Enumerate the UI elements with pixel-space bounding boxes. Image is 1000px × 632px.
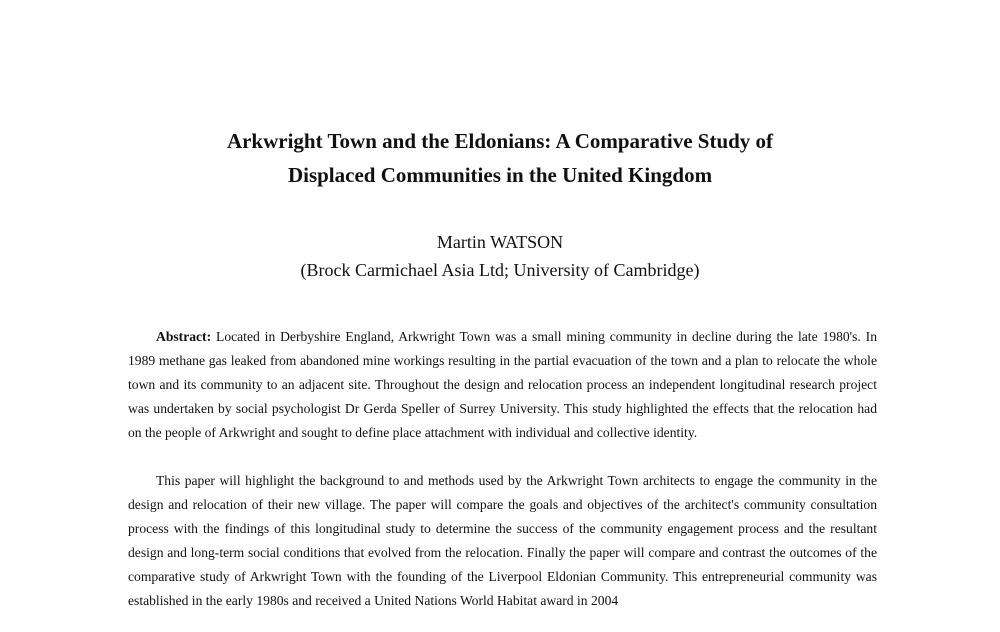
abstract-label: Abstract: <box>156 329 212 344</box>
paper-title-line-2: Displaced Communities in the United Kingdom <box>287 163 713 187</box>
abstract-text: Located in Derbyshire England, Arkwright Town was a small mining community in decline during the late 1980's. In 1989 methane gas leaked from abandoned mine workings resulting in the partial evacuation of the town and a plan to relocate the whole town and its community to an adjacent site. Throughout the design and relocation process an independent longitudinal research project was undertaken by social psychologist Dr Gerda Speller of Surrey University. This study highlighted the effects that the relocation had on the people of Arkwright and sought to define place attachment with individual and collective identity. <box>128 329 878 441</box>
abstract-paragraph <box>128 325 877 445</box>
paper-title-line-1: Arkwright Town and the Eldonians: A Comparative Study of <box>226 129 774 153</box>
author-affiliation: (Brock Carmichael Asia Ltd; University of Cambridge) <box>300 260 700 280</box>
body-paragraph-2: This paper will highlight the background to and methods used by the Arkwright Town architects to engage the community in the design and relocation of their new village. The paper will compare the goals and objectives of the architect's community consultation process with the findings of this longitudinal study to determine the success of the community engagement process and the resultant design and long-term social conditions that evolved from the relocation. Finally the paper will compare and contrast the outcomes of the comparative study of Arkwright Town with the founding of the Liverpool Eldonian Community. This entrepreneurial community was established in the early 1980s and received a United Nations World Habitat award in 2004 <box>128 473 877 609</box>
author-name: Martin WATSON <box>436 232 564 252</box>
